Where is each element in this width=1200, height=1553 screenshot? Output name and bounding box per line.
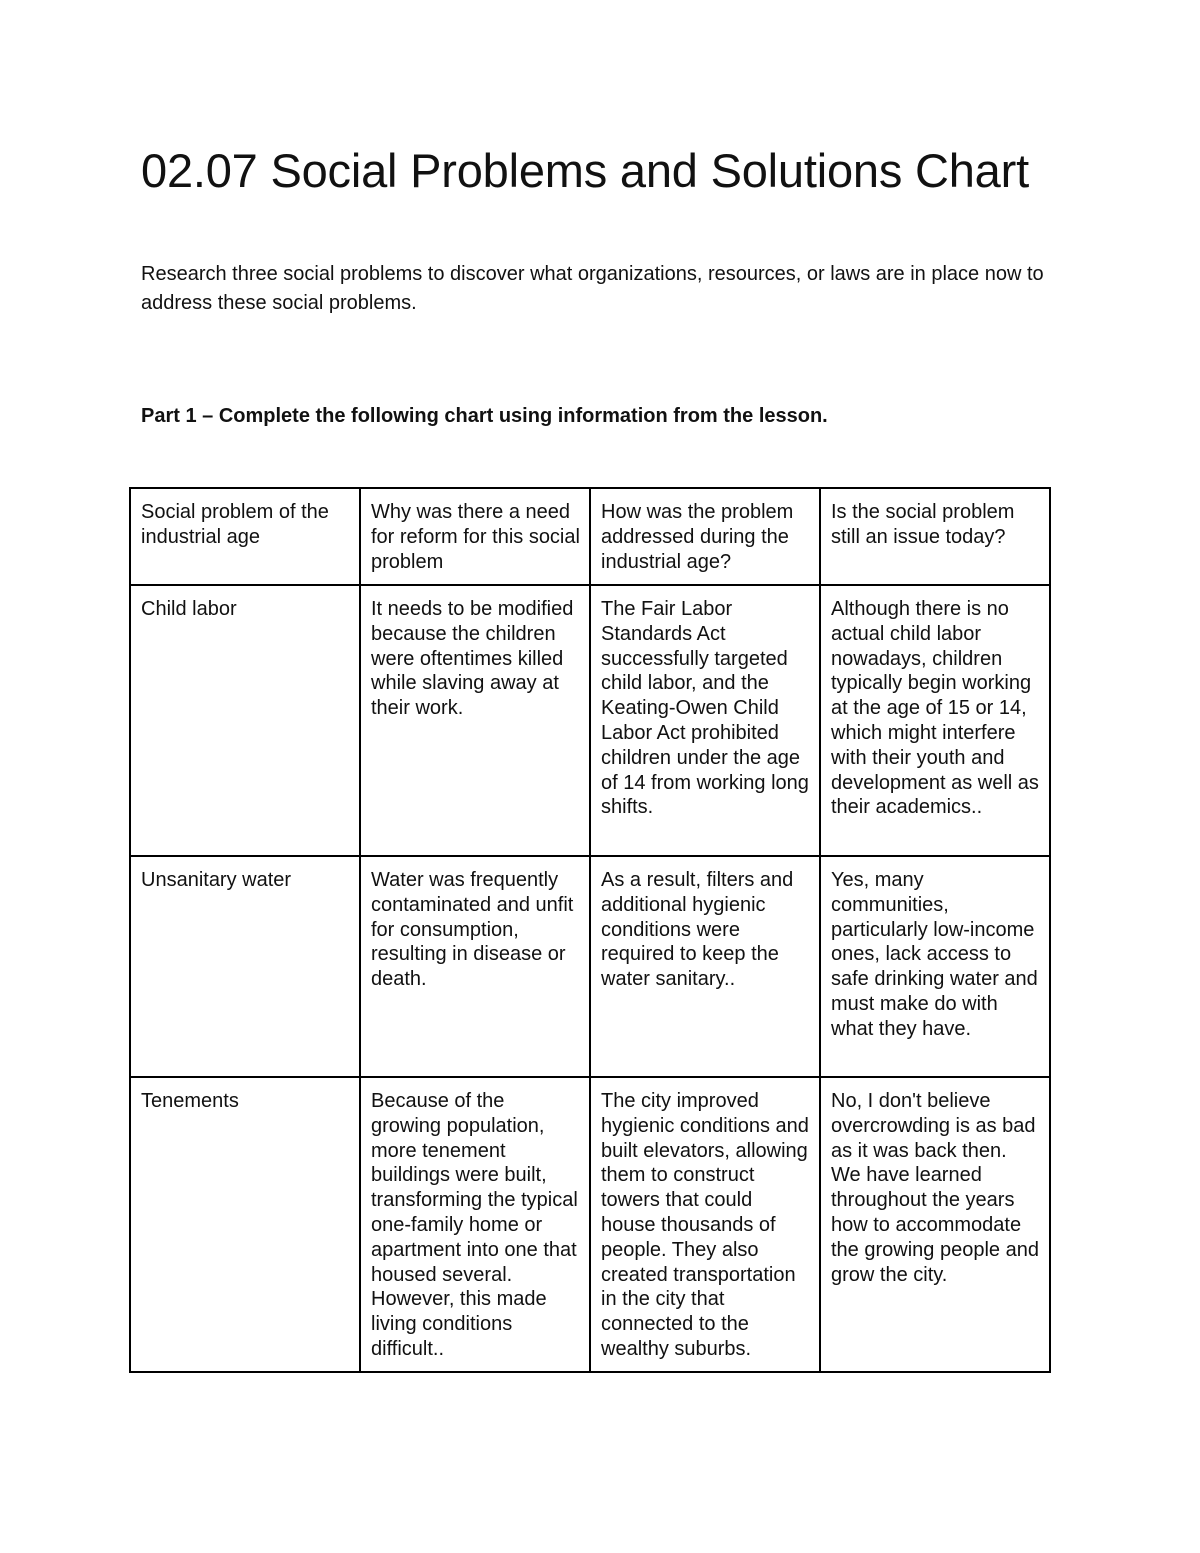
table-row xyxy=(130,856,1050,1077)
cell-today: Although there is no actual child labor nowadays, children typically begin working at the age of 15 or 14, which might interfere with their youth and development as well as their academics.. xyxy=(820,585,1050,856)
cell-need: It needs to be modified because the children were oftentimes killed while slaving away at their work. xyxy=(360,585,590,856)
social-problems-table xyxy=(129,487,1051,1373)
intro-paragraph: Research three social problems to discover what organizations, resources, or laws are in place now to address these social problems. xyxy=(141,263,1044,314)
header-cell-addressed: How was the problem addressed during the industrial age? xyxy=(590,488,820,585)
cell-problem: Tenements xyxy=(130,1077,360,1372)
cell-today: Yes, many communities, particularly low-income ones, lack access to safe drinking water and must make do with what they have. xyxy=(820,856,1050,1077)
table-row xyxy=(130,1077,1050,1372)
cell-today: No, I don't believe overcrowding is as bad as it was back then. We have learned throughout the years how to accommodate the growing people and grow the city. xyxy=(820,1077,1050,1372)
table-header-row xyxy=(130,488,1050,585)
cell-need: Water was frequently contaminated and unfit for consumption, resulting in disease or death. xyxy=(360,856,590,1077)
page-title: 02.07 Social Problems and Solutions Chart xyxy=(141,144,1029,197)
table-row xyxy=(130,585,1050,856)
cell-addressed: As a result, filters and additional hygienic conditions were required to keep the water sanitary.. xyxy=(590,856,820,1077)
cell-addressed: The city improved hygienic conditions and built elevators, allowing them to construct towers that could house thousands of people. They also created transportation in the city that connected to the wealthy suburbs. xyxy=(590,1077,820,1372)
part-heading: Part 1 – Complete the following chart using information from the lesson. xyxy=(141,405,828,427)
cell-addressed: The Fair Labor Standards Act successfully targeted child labor, and the Keating-Owen Child Labor Act prohibited children under the age of 14 from working long shifts. xyxy=(590,585,820,856)
cell-problem: Child labor xyxy=(130,585,360,856)
header-cell-problem: Social problem of the industrial age xyxy=(130,488,360,585)
cell-need: Because of the growing population, more tenement buildings were built, transforming the typical one-family home or apartment into one that housed several. However, this made living conditions difficult.. xyxy=(360,1077,590,1372)
header-cell-need: Why was there a need for reform for this social problem xyxy=(360,488,590,585)
cell-problem: Unsanitary water xyxy=(130,856,360,1077)
header-cell-today: Is the social problem still an issue today? xyxy=(820,488,1050,585)
